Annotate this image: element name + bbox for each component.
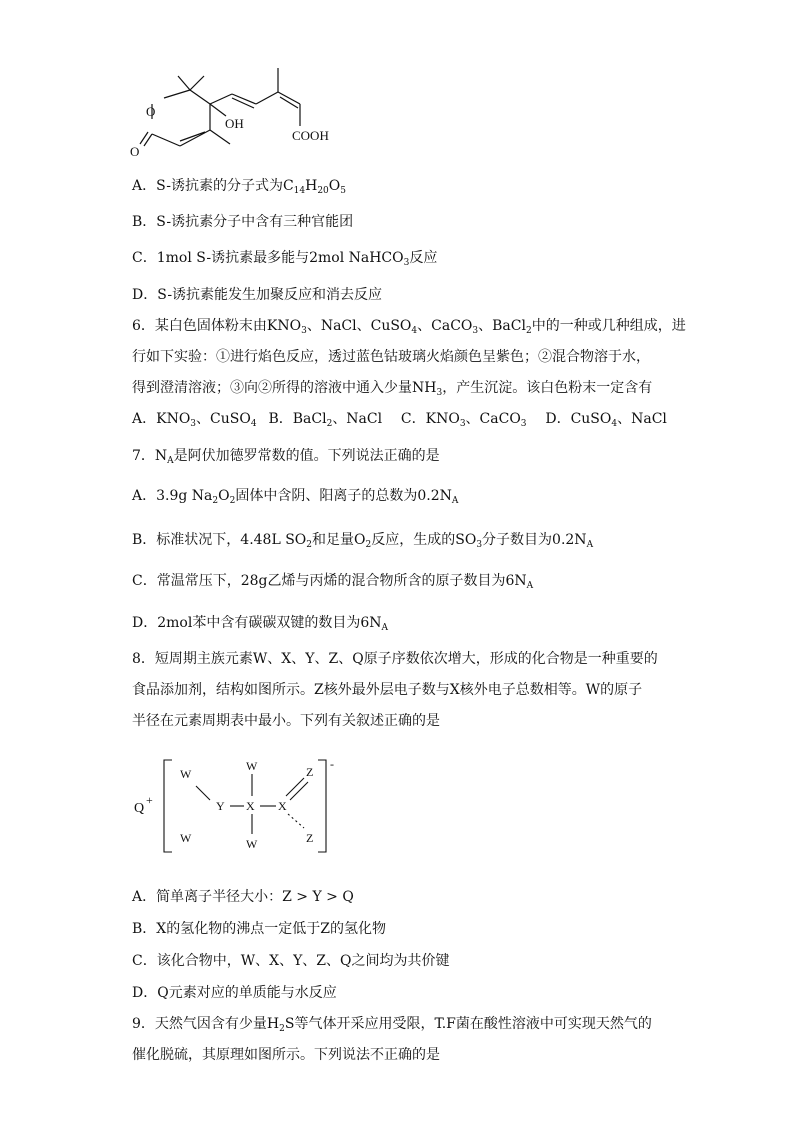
cation-charge: + (146, 793, 153, 807)
cation-label: Q (134, 801, 145, 816)
q8-stem-line-3: 半径在元素周期表中最小。下列有关叙述正确的是 (132, 713, 440, 729)
q7-option-d: D．2mol苯中含有碳碳双键的数目为$6N_A$ (132, 615, 388, 633)
q8-option-d: D．Q元素对应的单质能与水反应 (132, 985, 337, 1001)
q6-option-d: D．CuSO$_4$、NaCl (545, 411, 667, 429)
atom-w-bottom-left: W (180, 831, 192, 845)
q7-option-b: B．标准状况下，4.48L $SO_2$和足量$O_2$反应，生成的$SO_3$分子数目为$0.2N_A$ (132, 532, 594, 550)
atom-z-bottom: Z (306, 831, 314, 845)
q6-stem-line-3: 得到澄清溶液；③向②所得的溶液中通入少量$NH_3$，产生沉淀。该白色粉末一定含有 (132, 380, 653, 398)
q9-stem-line-2: 催化脱硫，其原理如图所示。下列说法不正确的是 (132, 1047, 440, 1063)
q8-stem-line-1: 8．短周期主族元素W、X、Y、Z、Q原子序数依次增大，形成的化合物是一种重要的 (132, 651, 658, 667)
atom-y: Y (216, 799, 225, 813)
atom-z-top: Z (306, 765, 314, 779)
q8-structure-diagram (132, 756, 352, 860)
q6-stem-line-1: 6．某白色固体粉末由$KNO_3$、NaCl、CuSO$_4$、CaCO$_3$、BaCl$_2$中的一种或几种组成，进 (132, 318, 686, 336)
atom-w-top-left: W (180, 767, 192, 781)
atom-w-bottom: W (246, 837, 258, 851)
hydroxyl-label: OH (225, 116, 244, 131)
atom-x-1: X (246, 799, 255, 813)
carboxyl-label: COOH (292, 128, 329, 143)
q8-option-b: B．X的氢化物的沸点一定低于Z的氢化物 (132, 921, 386, 937)
q7-option-a: A．3.9g $Na_2O_2$固体中含阴、阳离子的总数为$0.2N_A$ (132, 488, 459, 506)
atom-w-top: W (246, 759, 258, 773)
anion-charge: - (330, 757, 334, 771)
q8-option-c: C．该化合物中，W、X、Y、Z、Q之间均为共价键 (132, 953, 450, 969)
q6-option-c: C．$KNO_3$、CaCO$_3$ (400, 411, 527, 429)
q8-stem-line-2: 食品添加剂，结构如图所示。Z核外最外层电子数与X核外电子总数相等。W的原子 (132, 682, 643, 698)
q6-options (132, 409, 667, 429)
s-abscisic-acid-structure (128, 52, 358, 164)
carbonyl-oxygen-label: O (130, 144, 140, 159)
q5-option-a: A．S-诱抗素的分子式为$C_{14}H_{20}O_5$ (132, 178, 346, 196)
q5-option-b: B．S-诱抗素分子中含有三种官能团 (132, 214, 354, 230)
q9-stem-line-1: 9．天然气因含有少量$H_2S$等气体开采应用受限，T.F菌在酸性溶液中可实现天然气的 (132, 1016, 652, 1034)
q6-option-a: A．$KNO_3$、CuSO$_4$ (132, 411, 257, 429)
q6-option-b: B．BaCl$_2$、NaCl (268, 411, 383, 429)
q8-option-a: A．简单离子半径大小：Z > Y > Q (132, 889, 354, 905)
q7-stem: 7．$N_A$是阿伏加德罗常数的值。下列说法正确的是 (132, 448, 440, 466)
q5-option-d: D．S-诱抗素能发生加聚反应和消去反应 (132, 287, 383, 303)
ring-oxygen-label: O (146, 104, 156, 119)
atom-x-2: X (278, 799, 287, 813)
q6-stem-line-2: 行如下实验：①进行焰色反应，透过蓝色钴玻璃火焰颜色呈紫色；②混合物溶于水， (132, 349, 650, 365)
q5-option-c: C．1mol S-诱抗素最多能与2mol NaHCO$_3$反应 (132, 250, 438, 268)
q7-option-c: C．常温常压下，28g乙烯与丙烯的混合物所含的原子数目为$6N_A$ (132, 573, 534, 591)
